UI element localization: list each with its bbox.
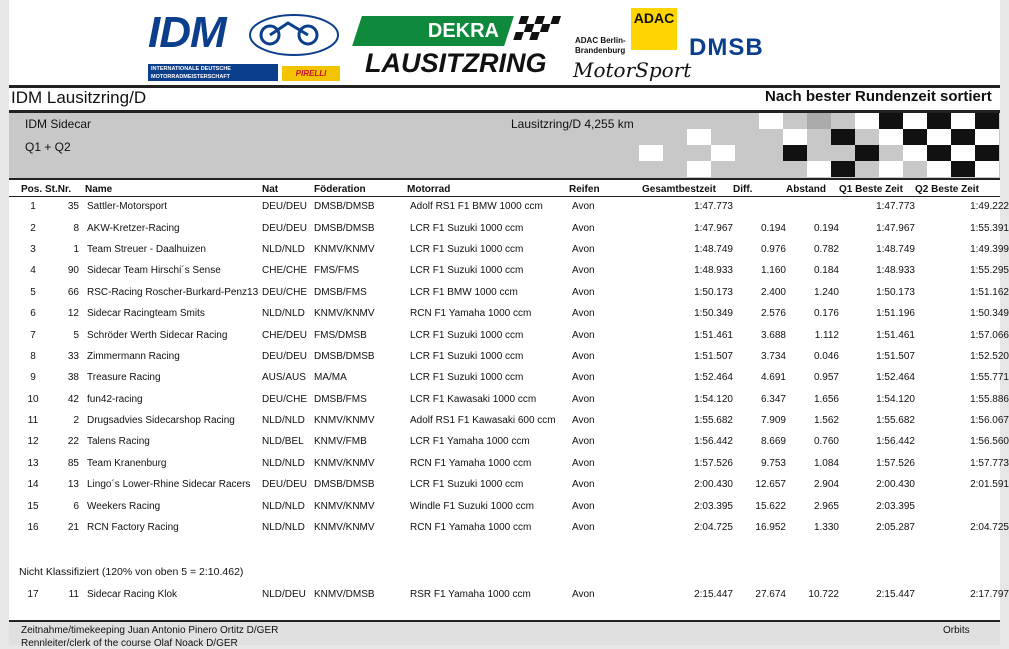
- row-tyre: Avon: [572, 243, 595, 255]
- row-start-number: 21: [67, 522, 79, 534]
- row-pos: 8: [30, 350, 36, 362]
- row-tyre: Avon: [572, 265, 595, 277]
- adac-region-line-1: ADAC Berlin-: [575, 36, 626, 45]
- table-row: [9, 389, 1009, 410]
- row-nat: DEU/CHE: [262, 286, 308, 298]
- row-start-number: 2: [73, 415, 79, 427]
- row-pos: 9: [30, 372, 36, 384]
- row-motorcycle: LCR F1 Yamaha 1000 ccm: [410, 436, 530, 448]
- track-info: Lausitzring/D 4,255 km: [511, 117, 634, 131]
- row-gap: 1.112: [814, 329, 839, 341]
- row-nat: DEU/CHE: [262, 393, 308, 405]
- table-row: [9, 474, 1009, 495]
- row-diff: 15.622: [755, 500, 786, 512]
- row-best-time: 2:15.447: [694, 589, 733, 601]
- row-name: RSC-Racing Roscher-Burkard-Penz13: [87, 286, 259, 298]
- row-diff: 3.688: [760, 329, 786, 341]
- pirelli-logo: PIRELLI: [282, 66, 340, 81]
- row-name: Talens Racing: [87, 436, 150, 448]
- idm-subtitle: [148, 64, 278, 81]
- row-motorcycle: LCR F1 Suzuki 1000 ccm: [410, 479, 524, 491]
- col-tyre: Reifen: [569, 183, 600, 195]
- footer: [9, 620, 1000, 649]
- row-q2-time: 1:55.886: [970, 393, 1009, 405]
- row-q1-time: 1:52.464: [876, 372, 915, 384]
- lausitzring-word: LAUSITZRING: [365, 48, 547, 78]
- idm-subtitle-line-2: MOTORRADMEISTERSCHAFT: [151, 74, 231, 80]
- row-best-time: 1:51.507: [694, 350, 733, 362]
- row-start-number: 6: [73, 500, 79, 512]
- row-q1-time: 1:47.967: [876, 222, 915, 234]
- row-nat: DEU/DEU: [262, 222, 308, 234]
- row-q2-time: 1:57.066: [970, 329, 1009, 341]
- row-gap: 0.760: [813, 436, 839, 448]
- table-row: [9, 282, 1009, 303]
- col-pos: Pos.: [21, 183, 43, 195]
- row-nat: DEU/DEU: [262, 479, 308, 491]
- row-gap: [786, 196, 839, 217]
- row-q1-time: 1:54.120: [876, 393, 915, 405]
- row-nat: DEU/DEU: [262, 350, 308, 362]
- sponsor-logos: [9, 0, 1000, 86]
- row-motorcycle: LCR F1 Suzuki 1000 ccm: [410, 222, 524, 234]
- col-q2: Q2 Beste Zeit: [915, 183, 979, 195]
- adac-region-line-2: Brandenburg: [575, 46, 626, 55]
- row-nat: NLD/NLD: [262, 522, 305, 534]
- table-row: [9, 431, 1009, 452]
- table-row: [9, 239, 1009, 260]
- table-row: [9, 324, 1009, 345]
- row-gap: 0.176: [813, 308, 839, 320]
- row-motorcycle: LCR F1 Suzuki 1000 ccm: [410, 265, 524, 277]
- row-start-number: 11: [68, 589, 79, 601]
- row-q1-time: 1:51.507: [876, 350, 915, 362]
- col-nat: Nat: [262, 183, 279, 195]
- row-nat: NLD/BEL: [262, 436, 304, 448]
- row-nat: CHE/CHE: [262, 265, 308, 277]
- row-best-time: 1:57.526: [694, 457, 733, 469]
- row-name: Treasure Racing: [87, 372, 161, 384]
- row-q1-time: 2:15.447: [876, 589, 915, 601]
- dekra-label: DEKRA: [427, 20, 499, 42]
- row-q2-time: 1:57.773: [970, 457, 1009, 469]
- row-federation: DMSB/DMSB: [314, 350, 375, 362]
- row-pos: 16: [27, 522, 39, 534]
- dekra-banner: [352, 16, 514, 46]
- row-name: Sidecar Racing Klok: [87, 589, 178, 601]
- idm-logo: [146, 8, 342, 82]
- row-nat: NLD/NLD: [262, 415, 305, 427]
- row-q2-time: 2:04.725: [970, 522, 1009, 534]
- col-motorcycle: Motorrad: [407, 183, 451, 195]
- row-start-number: 12: [67, 308, 79, 320]
- col-nr: St.Nr.: [45, 183, 72, 195]
- row-tyre: Avon: [572, 393, 595, 405]
- col-name: Name: [85, 183, 113, 195]
- row-tyre: Avon: [572, 201, 595, 213]
- row-federation: KNMV/KNMV: [314, 522, 375, 534]
- row-name: Weekers Racing: [87, 500, 161, 512]
- row-motorcycle: Adolf RS1 F1 Kawasaki 600 ccm: [410, 415, 556, 427]
- row-diff: 9.753: [760, 457, 786, 469]
- row-federation: KNMV/KNMV: [314, 243, 375, 255]
- adac-region: [575, 36, 626, 56]
- table-row: [9, 217, 1009, 238]
- row-pos: 15: [27, 500, 39, 512]
- row-diff: 7.909: [760, 415, 786, 427]
- row-q2-time: 1:56.560: [970, 436, 1009, 448]
- row-best-time: 1:51.461: [694, 329, 733, 341]
- adac-logo: [569, 8, 692, 84]
- row-gap: 10.722: [808, 589, 839, 601]
- row-motorcycle: LCR F1 Suzuki 1000 ccm: [410, 372, 524, 384]
- timing-provider: Orbits: [943, 625, 970, 636]
- row-tyre: Avon: [572, 329, 595, 341]
- row-pos: 10: [27, 393, 39, 405]
- row-q2-time: 1:49.399: [970, 243, 1009, 255]
- row-gap: 0.782: [813, 243, 839, 255]
- row-start-number: 8: [73, 222, 79, 234]
- row-federation: MA/MA: [314, 372, 347, 384]
- row-pos: 13: [27, 457, 39, 469]
- row-best-time: 1:47.773: [694, 201, 733, 213]
- row-nat: CHE/DEU: [262, 329, 308, 341]
- col-federation: Föderation: [314, 183, 366, 195]
- row-start-number: 90: [67, 265, 79, 277]
- results-body: [9, 196, 1009, 538]
- row-best-time: 1:47.967: [694, 222, 733, 234]
- not-classified-body: [9, 584, 1009, 605]
- row-tyre: Avon: [572, 436, 595, 448]
- timekeeping-note: Zeitnahme/timekeeping Juan Antonio Pinero Ortitz D/GER: [21, 625, 279, 636]
- row-diff: 6.347: [760, 393, 786, 405]
- row-pos: 11: [27, 415, 39, 427]
- row-federation: KNMV/KNMV: [314, 308, 375, 320]
- row-federation: FMS/FMS: [314, 265, 359, 277]
- row-gap: 1.656: [813, 393, 839, 405]
- row-diff: 4.691: [760, 372, 786, 384]
- row-motorcycle: LCR F1 Suzuki 1000 ccm: [410, 329, 524, 341]
- row-diff: 2.400: [760, 286, 786, 298]
- row-motorcycle: RCN F1 Yamaha 1000 ccm: [410, 522, 532, 534]
- motorsport-script: MotorSport: [573, 58, 692, 82]
- table-row: [9, 410, 1009, 431]
- row-federation: FMS/DMSB: [314, 329, 367, 341]
- adac-badge: ADAC: [631, 8, 677, 50]
- row-gap: 2.965: [813, 500, 839, 512]
- row-gap: 1.562: [813, 415, 839, 427]
- col-diff: Diff.: [733, 183, 753, 195]
- row-q2-time: 1:56.067: [970, 415, 1009, 427]
- row-tyre: Avon: [572, 522, 595, 534]
- row-diff: [733, 196, 786, 217]
- table-header: [9, 182, 1009, 196]
- table-row: [9, 453, 1009, 474]
- col-q1: Q1 Beste Zeit: [839, 183, 903, 195]
- row-name: Team Streuer - Daalhuizen: [87, 243, 206, 255]
- idm-subtitle-line-1: INTERNATIONALE DEUTSCHE: [151, 66, 231, 72]
- row-tyre: Avon: [572, 350, 595, 362]
- row-best-time: 1:55.682: [694, 415, 733, 427]
- row-q1-time: 1:51.461: [876, 329, 915, 341]
- row-gap: 0.194: [813, 222, 839, 234]
- row-best-time: 1:48.933: [694, 265, 733, 277]
- row-pos: 12: [27, 436, 39, 448]
- row-q1-time: 2:03.395: [876, 500, 915, 512]
- row-gap: 0.184: [813, 265, 839, 277]
- row-diff: 0.194: [760, 222, 786, 234]
- row-q2-time: 2:17.797: [970, 589, 1009, 601]
- row-motorcycle: Adolf RS1 F1 BMW 1000 ccm: [410, 201, 543, 213]
- row-start-number: 85: [67, 457, 79, 469]
- table-row: [9, 303, 1009, 324]
- row-gap: 1.330: [813, 522, 839, 534]
- row-q1-time: 1:47.773: [876, 201, 915, 213]
- row-best-time: 1:56.442: [694, 436, 733, 448]
- row-q2-time: 1:55.771: [970, 372, 1009, 384]
- lausitzring-logo: [357, 16, 557, 78]
- row-pos: 4: [30, 265, 36, 277]
- row-gap: 2.904: [813, 479, 839, 491]
- row-best-time: 2:04.725: [694, 522, 733, 534]
- row-name: Sidecar Racingteam Smits: [87, 308, 205, 320]
- row-nat: NLD/NLD: [262, 243, 305, 255]
- row-federation: DMSB/FMS: [314, 393, 367, 405]
- table-row: [9, 367, 1009, 388]
- row-start-number: 1: [73, 243, 79, 255]
- row-name: Lingo´s Lower-Rhine Sidecar Racers: [87, 479, 251, 491]
- row-q1-time: 2:00.430: [876, 479, 915, 491]
- row-best-time: 2:03.395: [694, 500, 733, 512]
- row-motorcycle: LCR F1 Suzuki 1000 ccm: [410, 243, 524, 255]
- row-federation: DMSB/DMSB: [314, 479, 375, 491]
- row-name: Sattler-Motorsport: [87, 201, 168, 213]
- motorbike-icon: [248, 11, 340, 61]
- row-pos: 14: [27, 479, 39, 491]
- row-diff: 16.952: [755, 522, 786, 534]
- row-tyre: Avon: [572, 415, 595, 427]
- row-motorcycle: LCR F1 BMW 1000 ccm: [410, 286, 518, 298]
- row-q2-time: 2:01.591: [970, 479, 1009, 491]
- table-row: [9, 495, 1009, 516]
- row-best-time: 2:00.430: [694, 479, 733, 491]
- row-best-time: 1:52.464: [694, 372, 733, 384]
- results-table: [9, 182, 1009, 538]
- col-gap: Abstand: [786, 183, 826, 195]
- row-diff: 2.576: [760, 308, 786, 320]
- col-best: Gesamtbestzeit: [642, 183, 716, 195]
- row-nat: NLD/NLD: [262, 500, 305, 512]
- row-best-time: 1:54.120: [694, 393, 733, 405]
- results-sheet: [9, 0, 1009, 649]
- row-start-number: 13: [67, 479, 79, 491]
- row-best-time: 1:50.173: [694, 286, 733, 298]
- session-name: Q1 + Q2: [25, 140, 71, 154]
- row-pos: 7: [30, 329, 36, 341]
- row-federation: DMSB/DMSB: [314, 222, 375, 234]
- checkered-pattern: [639, 113, 1000, 178]
- row-nat: NLD/DEU: [262, 589, 306, 601]
- row-name: Team Kranenburg: [87, 457, 167, 469]
- row-tyre: Avon: [572, 286, 595, 298]
- row-tyre: Avon: [572, 372, 595, 384]
- row-tyre: Avon: [572, 589, 595, 601]
- clerk-note: Rennleiter/clerk of the course Olaf Noack D/GER: [21, 638, 238, 649]
- row-q2-time: 1:52.520: [970, 350, 1009, 362]
- row-start-number: 35: [67, 201, 79, 213]
- row-q2-time: 1:51.162: [970, 286, 1009, 298]
- banner-rule: [9, 178, 1000, 180]
- row-q2-time: 1:55.391: [970, 222, 1009, 234]
- row-start-number: 42: [67, 393, 79, 405]
- row-name: RCN Factory Racing: [87, 522, 179, 534]
- table-row: [9, 517, 1009, 538]
- idm-logo-word: IDM: [148, 8, 226, 57]
- row-q2-time: [915, 495, 1009, 516]
- row-tyre: Avon: [572, 479, 595, 491]
- row-nat: NLD/NLD: [262, 457, 305, 469]
- row-federation: KNMV/KNMV: [314, 457, 375, 469]
- sort-note: Nach bester Rundenzeit sortiert: [765, 88, 992, 105]
- row-federation: KNMV/KNMV: [314, 500, 375, 512]
- table-row: [9, 584, 1009, 605]
- row-federation: KNMV/FMB: [314, 436, 367, 448]
- row-nat: AUS/AUS: [262, 372, 306, 384]
- row-motorcycle: LCR F1 Suzuki 1000 ccm: [410, 350, 524, 362]
- row-name: Zimmermann Racing: [87, 350, 180, 362]
- row-pos: 3: [30, 243, 36, 255]
- table-row: [9, 346, 1009, 367]
- row-diff: 8.669: [760, 436, 786, 448]
- session-banner: [9, 110, 1000, 178]
- row-start-number: 5: [73, 329, 79, 341]
- row-motorcycle: RSR F1 Yamaha 1000 ccm: [410, 589, 531, 601]
- row-gap: 1.084: [813, 457, 839, 469]
- row-name: Schröder Werth Sidecar Racing: [87, 329, 228, 341]
- row-gap: 0.957: [813, 372, 839, 384]
- row-q1-time: 1:55.682: [876, 415, 915, 427]
- row-q2-time: 1:50.349: [970, 308, 1009, 320]
- row-q1-time: 1:48.933: [876, 265, 915, 277]
- row-diff: 1.160: [760, 265, 786, 277]
- checkered-flag-icon: [511, 16, 557, 46]
- row-name: Sidecar Team Hirschi´s Sense: [87, 265, 221, 277]
- row-diff: 0.976: [760, 243, 786, 255]
- row-name: Drugsadvies Sidecarshop Racing: [87, 415, 235, 427]
- dmsb-logo: DMSB: [689, 34, 764, 61]
- row-federation: DMSB/FMS: [314, 286, 367, 298]
- row-motorcycle: RCN F1 Yamaha 1000 ccm: [410, 308, 532, 320]
- row-tyre: Avon: [572, 500, 595, 512]
- row-pos: 6: [30, 308, 36, 320]
- row-diff: 27.674: [755, 589, 786, 601]
- row-federation: KNMV/KNMV: [314, 415, 375, 427]
- row-federation: KNMV/DMSB: [314, 589, 375, 601]
- row-best-time: 1:50.349: [694, 308, 733, 320]
- row-pos: 17: [27, 589, 39, 601]
- row-q1-time: 1:56.442: [876, 436, 915, 448]
- row-motorcycle: Windle F1 Suzuki 1000 ccm: [410, 500, 534, 512]
- row-diff: 12.657: [755, 479, 786, 491]
- row-gap: 0.046: [813, 350, 839, 362]
- row-q2-time: 1:55.295: [970, 265, 1009, 277]
- row-start-number: 38: [67, 372, 79, 384]
- row-start-number: 22: [67, 436, 79, 448]
- class-name: IDM Sidecar: [25, 117, 92, 131]
- row-start-number: 33: [67, 350, 79, 362]
- row-q2-time: 1:49.222: [970, 201, 1009, 213]
- row-pos: 1: [30, 201, 36, 213]
- row-federation: DMSB/DMSB: [314, 201, 375, 213]
- not-classified-label: Nicht Klassifiziert (120% von oben 5 = 2:10.462): [19, 566, 244, 578]
- row-q1-time: 1:50.173: [876, 286, 915, 298]
- row-pos: 2: [30, 222, 36, 234]
- table-header-rule: [9, 196, 1000, 197]
- row-nat: DEU/DEU: [262, 201, 308, 213]
- table-row: [9, 260, 1009, 281]
- row-start-number: 66: [67, 286, 79, 298]
- table-row: [9, 196, 1009, 217]
- row-diff: 3.734: [760, 350, 786, 362]
- row-motorcycle: LCR F1 Kawasaki 1000 ccm: [410, 393, 537, 405]
- row-name: fun42-racing: [87, 393, 143, 405]
- event-title: IDM Lausitzring/D: [11, 88, 147, 107]
- row-name: AKW-Kretzer-Racing: [87, 222, 180, 234]
- row-q1-time: 1:48.749: [876, 243, 915, 255]
- row-q1-time: 1:57.526: [876, 457, 915, 469]
- row-q1-time: 1:51.196: [876, 308, 915, 320]
- row-pos: 5: [30, 286, 36, 298]
- row-tyre: Avon: [572, 457, 595, 469]
- row-tyre: Avon: [572, 308, 595, 320]
- row-tyre: Avon: [572, 222, 595, 234]
- row-gap: 1.240: [813, 286, 839, 298]
- not-classified-table: [9, 584, 1009, 605]
- row-nat: NLD/NLD: [262, 308, 305, 320]
- row-motorcycle: RCN F1 Yamaha 1000 ccm: [410, 457, 532, 469]
- row-best-time: 1:48.749: [694, 243, 733, 255]
- row-q1-time: 2:05.287: [876, 522, 915, 534]
